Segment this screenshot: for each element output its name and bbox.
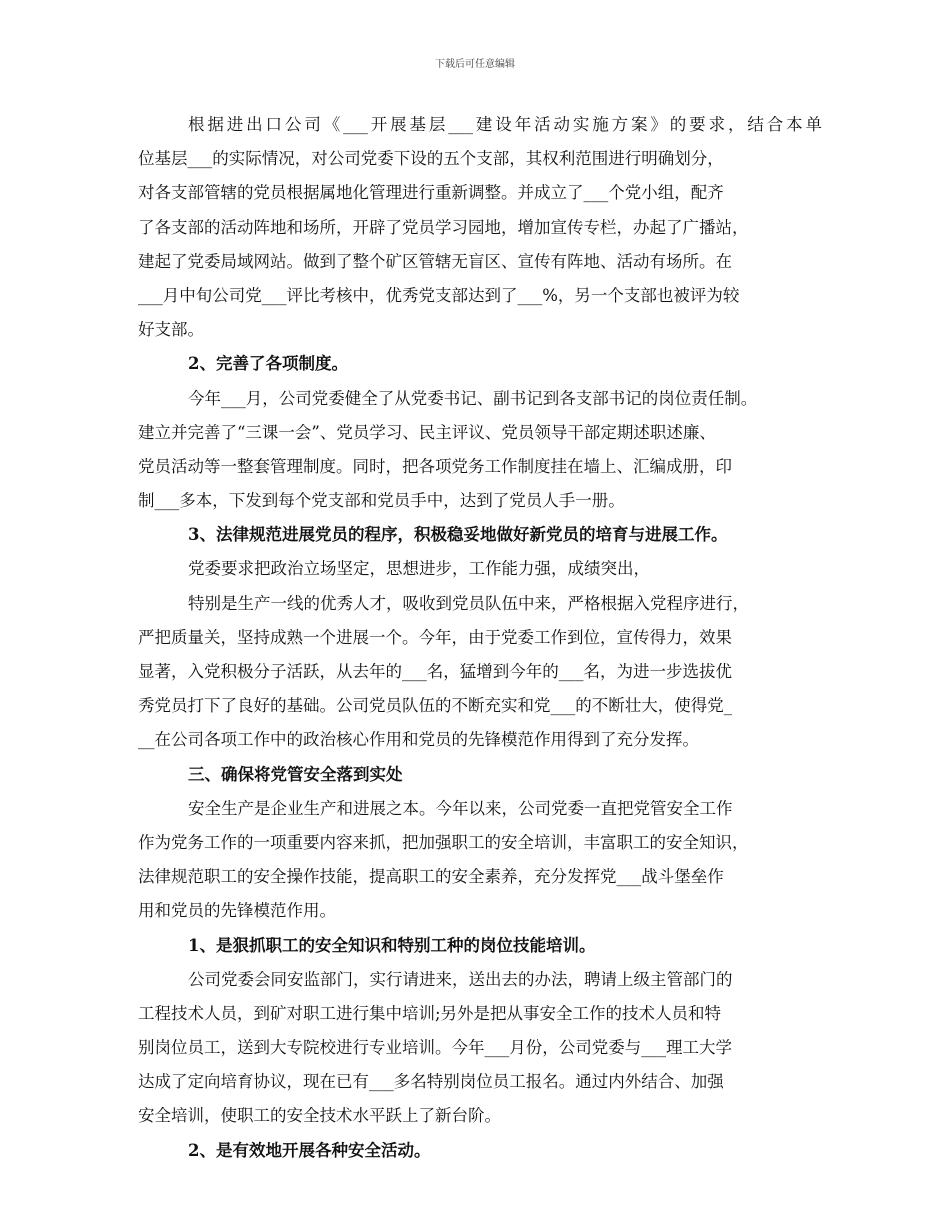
text-line: 了各支部的活动阵地和场所，开辟了党员学习园地，增加宣传专栏，办起了广播站， <box>138 217 749 237</box>
text-line: 严把质量关，坚持成熟一个进展一个。今年，由于党委工作到位，宣传得力，效果 <box>138 627 732 647</box>
text-line: 根据进出口公司《___开展基层___建设年活动实施方案》的要求，结合本单 <box>188 115 822 134</box>
text-line: __在公司各项工作中的政治核心作用和党员的先锋模范作用得到了充分发挥。 <box>138 730 699 750</box>
text-line: 安全培训，使职工的安全技术水平跃上了新台阶。 <box>138 1106 501 1126</box>
section-heading-line: 3、法律规范进展党员的程序，积极稳妥地做好新党员的培育与进展工作。 <box>188 525 728 545</box>
text-line: 特别是生产一线的优秀人才，吸收到党员队伍中来，严格根据入党程序进行， <box>188 593 749 613</box>
text-line: 法律规范职工的安全操作技能，提高职工的安全素养，充分发挥党___战斗堡垒作 <box>138 867 724 887</box>
text-line: 公司党委会同安监部门，实行请进来，送出去的办法，聘请上级主管部门的 <box>188 969 733 989</box>
section-heading-line: 三、确保将党管安全落到实处 <box>188 764 403 784</box>
text-line: 达成了定向培育协议，现在已有___多名特别岗位员工报名。通过内外结合、加强 <box>138 1072 724 1092</box>
text-line: 显著，入党积极分子活跃，从去年的___名，猛增到今年的___名，为进一步选拔优 <box>138 662 732 681</box>
section-heading-line: 2、是有效地开展各种安全活动。 <box>188 1140 431 1160</box>
text-line: 秀党员打下了良好的基础。公司党员队伍的不断充实和党___的不断壮大，使得党_ <box>138 696 732 716</box>
text-line: 工程技术人员，到矿对职工进行集中培训;另外是把从事安全工作的技术人员和特 <box>138 1003 722 1023</box>
text-line: 党委要求把政治立场坚定，思想进步，工作能力强，成绩突出， <box>188 559 650 579</box>
text-line: 建起了党委局域网站。做到了整个矿区管辖无盲区、宣传有阵地、活动有场所。在 <box>138 251 732 271</box>
text-line: 党员活动等一整套管理制度。同时，把各项党务工作制度挂在墙上、汇编成册，印 <box>138 456 732 476</box>
text-line: 作为党务工作的一项重要内容来抓，把加强职工的安全培训，丰富职工的安全知识， <box>138 832 749 852</box>
text-line: 别岗位员工，送到大专院校进行专业培训。今年___月份，公司党委与___理工大学 <box>138 1038 732 1058</box>
text-line: ___月中旬公司党___评比考核中，优秀党支部达到了___%，另一个支部也被评为较 <box>138 285 740 305</box>
text-line: 好支部。 <box>138 320 204 340</box>
section-heading-line: 2、完善了各项制度。 <box>188 354 348 374</box>
document-body <box>138 108 822 1168</box>
text-line: 制___多本，下发到每个党支部和党员手中，达到了党员人手一册。 <box>138 491 625 511</box>
text-line: 用和党员的先锋模范作用。 <box>138 901 336 921</box>
page-header: 下载后可任意编辑 <box>435 59 515 70</box>
section-heading-line: 1、是狠抓职工的安全知识和特别工种的岗位技能培训。 <box>188 935 596 955</box>
text-line: 建立并完善了“三课一会”、党员学习、民主评议、党员领导干部定期述职述廉、 <box>138 422 716 442</box>
text-line: 对各支部管辖的党员根据属地化管理进行重新调整。并成立了___个党小组，配齐 <box>138 183 724 203</box>
text-line: 今年___月，公司党委健全了从党委书记、副书记到各支部书记的岗位责任制。 <box>188 388 758 408</box>
text-line: 位基层___的实际情况，对公司党委下设的五个支部，其权利范围进行明确划分， <box>138 149 724 169</box>
text-line: 安全生产是企业生产和进展之本。今年以来，公司党委一直把党管安全工作 <box>188 798 733 818</box>
